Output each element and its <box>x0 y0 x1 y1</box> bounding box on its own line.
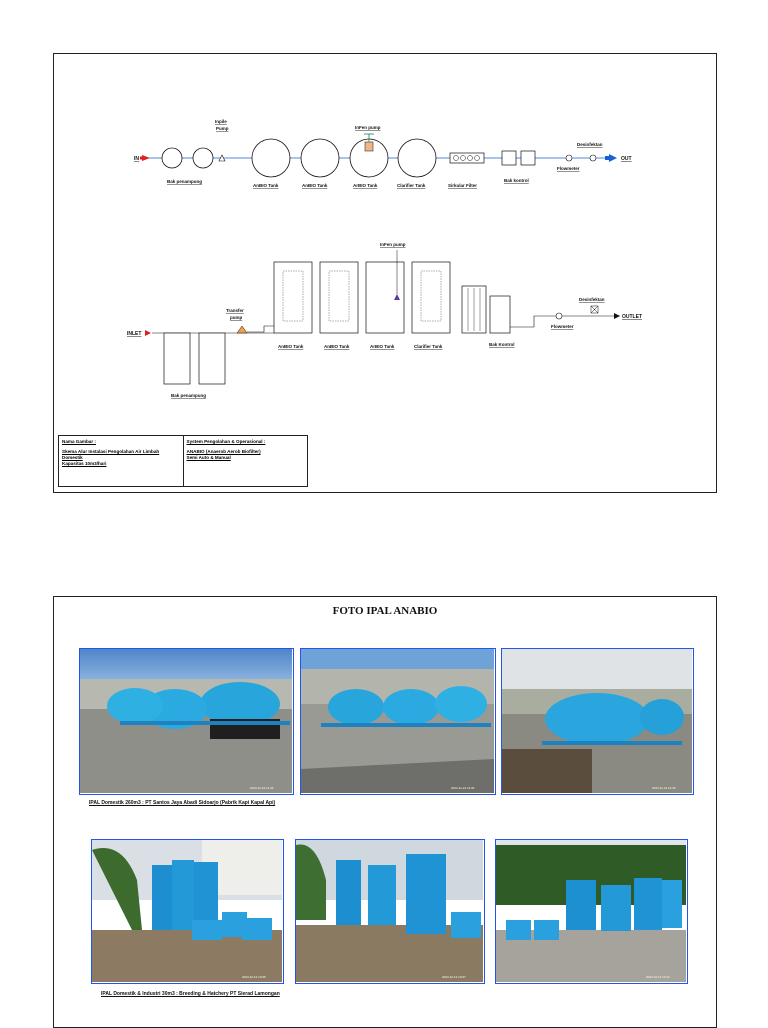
photo-ipal-santos-3 <box>501 648 694 795</box>
arbio-label-top: ArBIO Tank <box>353 183 378 188</box>
caption-sierad: IPAL Domestik & Industri 30m3 : Breeding & Hatchery PT Sierad Lamongan <box>101 991 280 997</box>
clarifier-tank-top <box>398 139 436 177</box>
system-cell <box>183 436 308 486</box>
bak-penampung-pit-2 <box>199 333 225 384</box>
inlet-label: IN <box>134 156 139 162</box>
outlet-arrow-2-icon <box>614 313 620 319</box>
flow-diagram-bottom <box>127 242 642 398</box>
bak-penampung-pit-1 <box>164 333 190 384</box>
flow-diagram-top <box>134 119 632 188</box>
desinfektan-label-2: Desinfektan <box>579 297 605 302</box>
system-label: System Pengolahan & Operasional : <box>186 439 266 444</box>
inpile-pump-label-1: Inpile <box>215 119 227 124</box>
bak-kontrol-label-2: Bak Kontrol <box>489 342 515 347</box>
photo-timestamp-6: 2023-10-12 10:12 <box>646 975 670 979</box>
bak-penampung-label: Bak penampung <box>167 179 203 184</box>
transfer-pump-label-2: pump <box>230 315 243 320</box>
bak-kontrol-label-top: Bak kontrol <box>504 178 529 183</box>
photo-timestamp-1: 2023-11-24 14:32 <box>250 786 274 790</box>
photo-timestamp-3: 2023-11-24 14:40 <box>652 786 676 790</box>
photo-ipal-santos-1 <box>79 648 294 795</box>
photo-timestamp-2: 2023-11-24 14:34 <box>451 786 475 790</box>
bak-kontrol-box-2 <box>521 151 535 165</box>
flowmeter-icon-top <box>566 155 572 161</box>
inlet-arrow-icon <box>142 155 150 161</box>
clarifier-label-top: Clarifier Tank <box>397 183 426 188</box>
inlet-arrow-2-icon <box>145 330 151 336</box>
bak-kontrol-box-1 <box>502 151 516 165</box>
inpile-pump-label-2: Pump <box>216 126 229 131</box>
anbio-tank-1-top <box>252 139 290 177</box>
bak-penampung-label-2: Bak penampung <box>171 393 207 398</box>
infen-pump-label-top: InFen pump <box>355 125 381 130</box>
drawing-name-value-2: Kapasitas 10m3/hari <box>62 461 107 466</box>
infen-pump-label-2: InFen pump <box>380 242 406 247</box>
anbio-tank-2-top <box>301 139 339 177</box>
arbio-label-2: ArBIO Tank <box>370 344 395 349</box>
drawing-name-cell <box>59 436 183 486</box>
bak-kontrol-side <box>490 296 510 333</box>
anbio-2-label-2: AnBIO Tank <box>324 344 350 349</box>
drawing-name-value-1: Skema Alur Instalasi Pengolahan Air Limbah Domestik <box>62 449 160 460</box>
photo-timestamp-4: 2023-10-12 10:05 <box>242 975 266 979</box>
process-diagram-page <box>53 53 717 493</box>
process-flow-diagrams <box>54 54 716 434</box>
outlet-label-2: OUTLET <box>622 314 642 320</box>
anbio-2-label-top: AnBIO Tank <box>302 183 328 188</box>
inlet-label-2: INLET <box>127 331 142 337</box>
bak-penampung-tank-1 <box>162 148 182 168</box>
desinfektan-label-top: Desinfektan <box>577 142 603 147</box>
photo-page <box>53 596 717 1028</box>
bak-penampung-tank-2 <box>193 148 213 168</box>
photo-ipal-sierad-1 <box>91 839 284 984</box>
sirkular-filter-label: Sirkular Filter <box>448 183 478 188</box>
clarifier-label-2: Clarifier Tank <box>414 344 443 349</box>
outlet-label: OUT <box>621 156 632 162</box>
flowmeter-label-2: Flowmeter <box>551 324 574 329</box>
drawing-info-box <box>58 435 308 487</box>
caption-santos: IPAL Domestik 260m3 : PT Santos Jaya Abadi Sidoarjo (Pabrik Kapi Kapal Api) <box>89 800 276 806</box>
infen-pump-icon <box>365 142 373 151</box>
transfer-pump-label-1: Transfer <box>226 308 244 313</box>
photo-timestamp-5: 2023-10-12 10:07 <box>442 975 466 979</box>
flowmeter-icon-2 <box>556 313 562 319</box>
anbio-1-label-top: AnBIO Tank <box>253 183 279 188</box>
photo-page-title: FOTO IPAL ANABIO <box>332 605 438 617</box>
photo-ipal-sierad-2 <box>295 839 485 984</box>
desinfektan-icon-top <box>590 155 596 161</box>
anbio-1-label-2: AnBIO Tank <box>278 344 304 349</box>
outlet-arrow-icon <box>609 154 617 162</box>
photo-ipal-sierad-3 <box>495 839 688 984</box>
system-value-2: Semi Auto & Manual <box>186 455 231 460</box>
photo-ipal-santos-2 <box>300 648 496 795</box>
drawing-name-label: Nama Gambar : <box>62 439 96 444</box>
system-value-1: ANABIO (Anaerob Aerob Biofilter) <box>186 449 261 454</box>
transfer-pump-icon <box>237 326 247 333</box>
flowmeter-label-top: Flowmeter <box>557 166 580 171</box>
